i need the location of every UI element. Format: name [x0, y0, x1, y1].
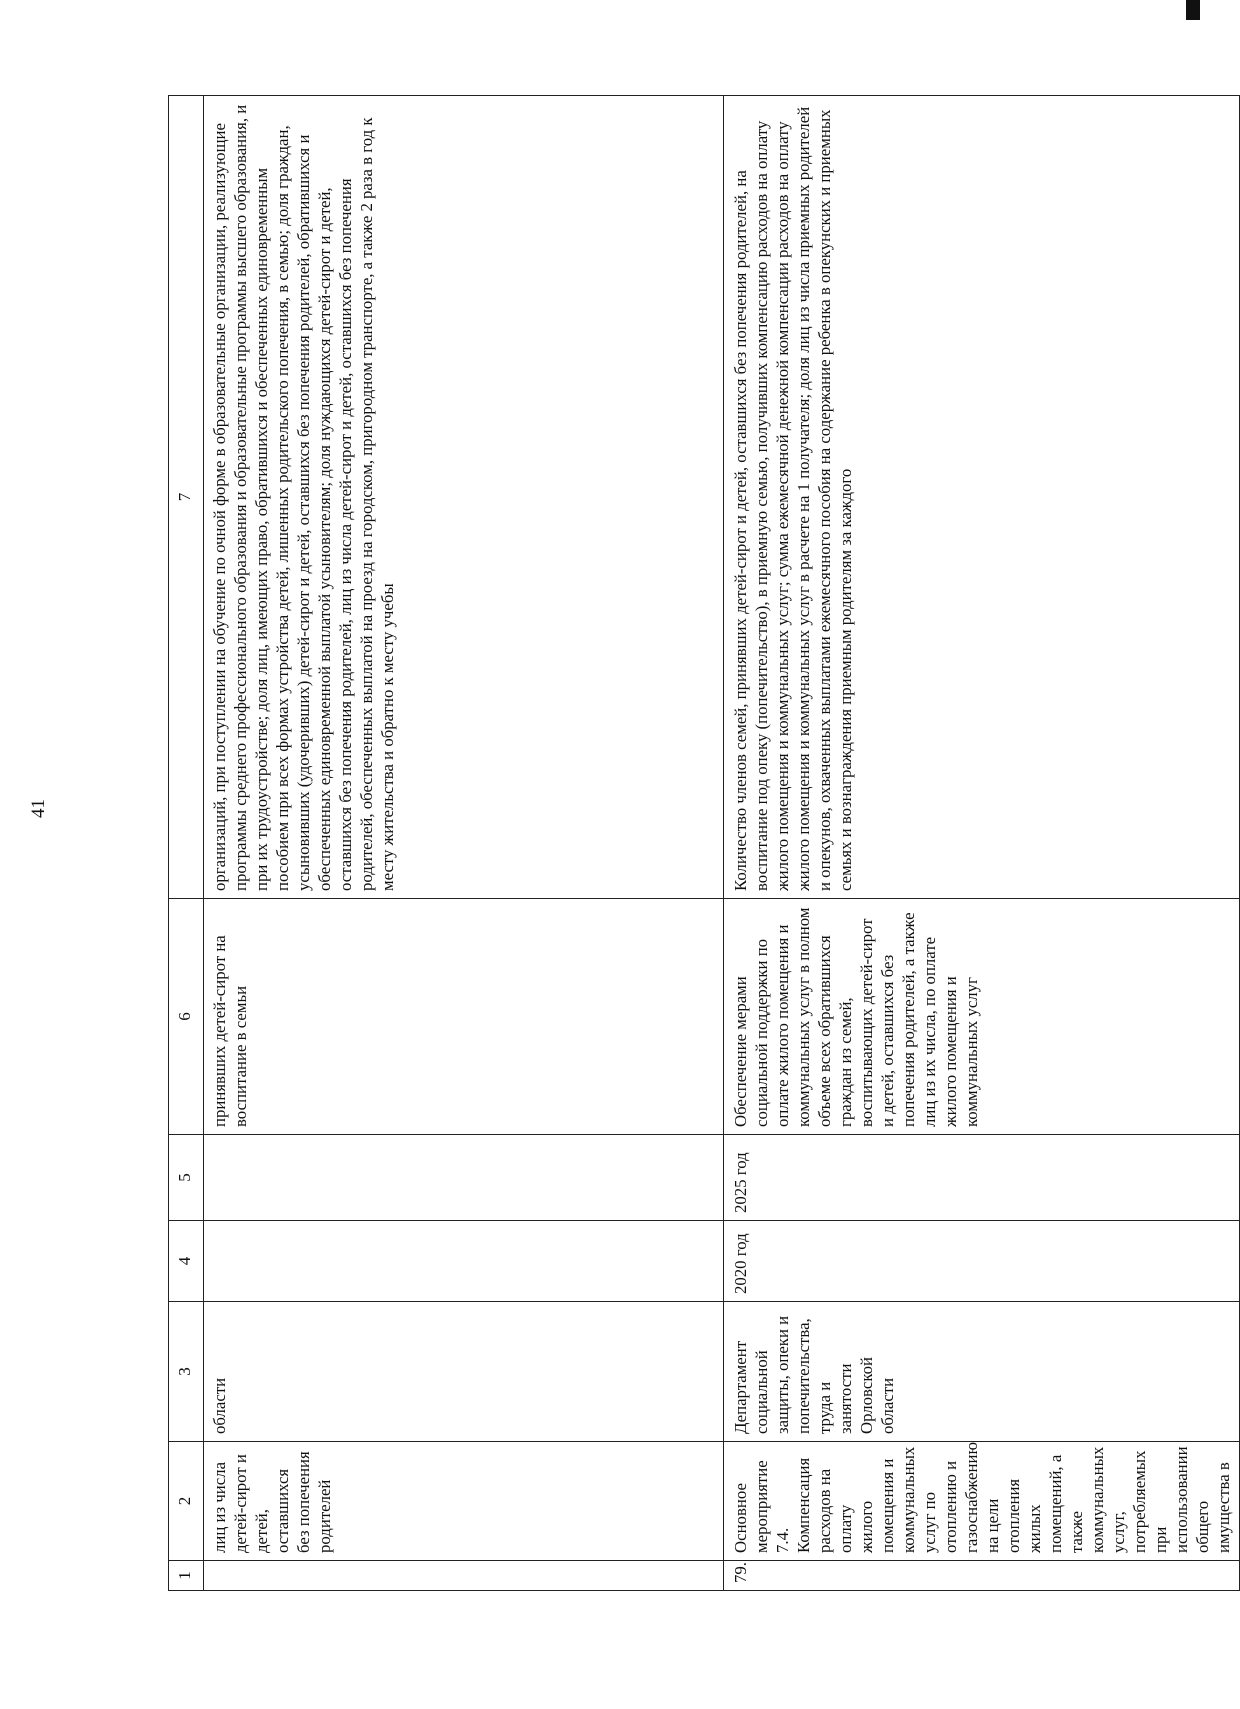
cell-number: [204, 1561, 724, 1591]
cell-executor: Департамент социальной защиты, опеки и попечительства, труда и занятости Орловской области: [724, 1302, 1240, 1442]
table-row-continued: [204, 96, 724, 1591]
header-col-5: 5: [169, 1135, 204, 1221]
cell-expected-result: принявших детей-сирот на воспитание в семьи: [204, 899, 724, 1135]
table-row-79: [724, 96, 1240, 1591]
cell-indicators: организаций, при поступлении на обучение по очной форме в образовательные организации, реализующие программы среднего профессионального образования и образовательные программы высшего образования, и при их трудоустройстве; доля лиц, имеющих право, обратившихся и обеспеченных единовременным пособием при всех формах устройства детей, лишенных родительского попечения, в семью; доля граждан, усыновивших (удочеривших) детей-сирот и детей, оставшихся без попечения родителей, обратившихся и обеспеченных единовременной выплатой усыновителям; доля нуждающихся детей-сирот и детей, оставшихся без попечения родителей, лиц из числа детей-сирот и детей, оставшихся без попечения родителей, обеспеченных выплатой на проезд на городском, пригородном транспорте, а также 2 раза в год к месту жительства и обратно к месту учебы: [204, 96, 724, 899]
table-header-row: [169, 96, 204, 1591]
cell-activity: Основное мероприятие 7.4. Компенсация расходов на оплату жилого помещения и коммунальных услуг по отоплению и газоснабжению на цели отопления жилых помещений, а также коммунальных услуг, потребляемых при использовании общего имущества в: [724, 1442, 1240, 1561]
document-table: [168, 95, 1240, 1591]
cell-expected-result: Обеспечение мерами социальной поддержки по оплате жилого помещения и коммунальных услуг в полном объеме всех обратившихся граждан из семей, воспитывающих детей-сирот и детей, оставшихся без попечения родителей, а также лиц из их числа, по оплате жилого помещения и коммунальных услуг: [724, 899, 1240, 1135]
header-col-4: 4: [169, 1221, 204, 1302]
cell-number: 79.: [724, 1561, 1240, 1591]
header-col-7: 7: [169, 96, 204, 899]
cell-executor: области: [204, 1302, 724, 1442]
header-col-6: 6: [169, 899, 204, 1135]
page-number: 41: [28, 799, 49, 818]
header-col-1: 1: [169, 1561, 204, 1591]
header-col-3: 3: [169, 1302, 204, 1442]
cell-activity: лиц из числа детей-сирот и детей, оставшихся без попечения родителей: [204, 1442, 724, 1561]
cell-end-year: [204, 1135, 724, 1221]
cell-end-year: 2025 год: [724, 1135, 1240, 1221]
header-col-2: 2: [169, 1442, 204, 1561]
scan-corner-mark: [1186, 0, 1200, 20]
cell-start-year: 2020 год: [724, 1221, 1240, 1302]
rotated-table-container: [168, 96, 1233, 1591]
cell-start-year: [204, 1221, 724, 1302]
cell-indicators: Количество членов семей, принявших детей-сирот и детей, оставшихся без попечения родителей, на воспитание под опеку (попечительство), в приемную семью, получивших компенсацию расходов на оплату жилого помещения и коммунальных услуг; сумма ежемесячной денежной компенсации расходов на оплату жилого помещения и коммунальных услуг в расчете на 1 получателя; доля лиц из числа приемных родителей и опекунов, охваченных выплатами ежемесячного пособия на содержание ребенка в опекунских и приемных семьях и вознаграждения приемным родителям за каждого: [724, 96, 1240, 899]
